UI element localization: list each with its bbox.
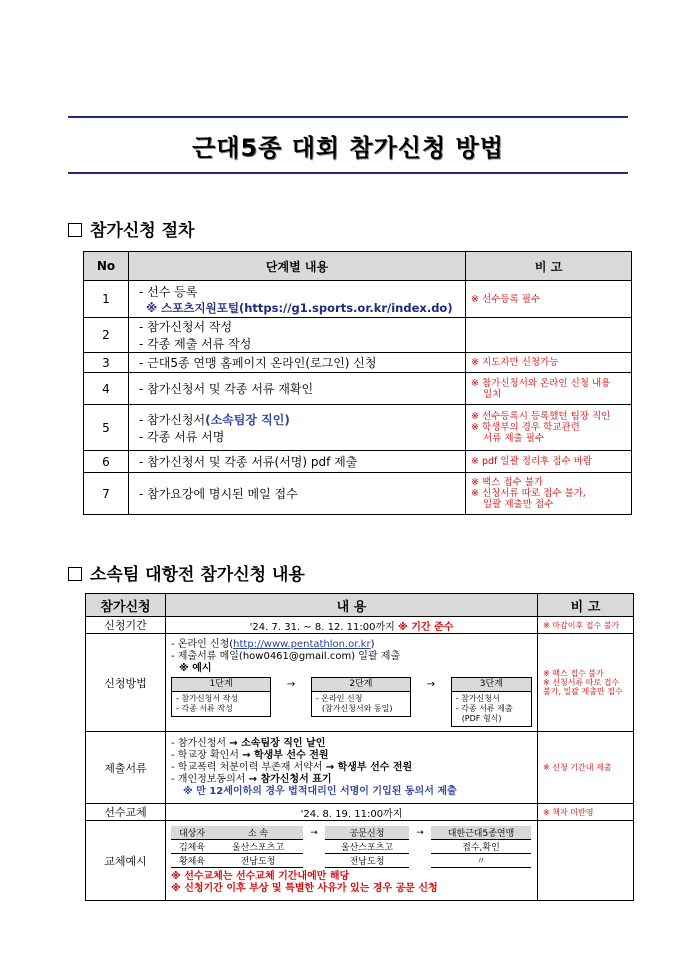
col-remark: 비 고 (466, 252, 632, 281)
row-number: 5 (84, 405, 129, 451)
guardian-note: ※ 만 12세이하의 경우 법적대리인 서명이 기입된 동의서 제출 (183, 785, 457, 797)
online-suffix: ) (370, 638, 375, 650)
row-number: 6 (84, 451, 129, 473)
step-line: - 참가신청서 (455, 693, 500, 703)
row-number: 1 (84, 281, 129, 318)
remark-line: 서류 제출 필수 (483, 433, 545, 444)
row-number: 4 (84, 373, 129, 405)
row-line: - 각종 제출 서류 작성 (139, 337, 252, 351)
online-line (171, 639, 532, 651)
remark-line: ※ 팩스 접수 불가 (471, 477, 544, 488)
checkbox-icon (68, 223, 82, 237)
col-application: 참가신청 (86, 594, 166, 617)
row-remark (466, 318, 632, 353)
swap-note: ※ 책자 미반영 (538, 804, 634, 821)
table-row (84, 281, 632, 318)
row-content (129, 318, 466, 353)
section1-heading-text: 참가신청 절차 (90, 221, 195, 241)
example-col: 대한근대5종연맹 (431, 826, 531, 840)
method-row (86, 634, 634, 732)
step-title: 3단계 (452, 678, 531, 692)
remark-line: 일괄 제출만 접수 (483, 499, 554, 510)
swap-label: 선수교체 (86, 804, 166, 821)
step-line: (PDF 형식) (461, 713, 502, 723)
row-line-text: - 참가신청서 (139, 412, 206, 427)
doc-requirement: → 소속팀장 직인 날인 (229, 737, 326, 749)
doc-item (171, 750, 532, 762)
row-line: - 선수 등록 (139, 284, 198, 299)
period-row (86, 617, 634, 634)
portal-link[interactable]: ※ 스포츠지원포털(https://g1.sports.or.kr/index.do) (146, 300, 453, 315)
col-no: No (84, 252, 129, 281)
row-number: 3 (84, 353, 129, 373)
arrow-icon: → (416, 827, 424, 838)
table-row (84, 451, 632, 473)
documents-row (86, 732, 634, 804)
team-seal-highlight: (소속팀장 직인) (205, 412, 290, 427)
row-remark (466, 473, 632, 515)
table-row (84, 373, 632, 405)
remark-line: ※ 신청서류 따로 접수 불가, (471, 488, 586, 499)
remark-line: ※ 참가신청서와 온라인 신청 내용 (471, 377, 611, 389)
step-title: 2단계 (312, 678, 410, 692)
example-cell: 울산스포츠고 (325, 840, 409, 854)
example-header (171, 826, 531, 840)
doc-name: - 학교장 확인서 (171, 749, 243, 761)
arrow-icon: → (310, 827, 318, 838)
row-content (129, 281, 466, 318)
col-content: 단계별 내용 (129, 252, 466, 281)
table-row (84, 353, 632, 373)
example-row (86, 821, 634, 901)
team-header-row (86, 594, 634, 617)
period-note: ※ 마감이후 접수 불가 (538, 617, 634, 634)
example-content (166, 821, 538, 901)
row-remark (466, 451, 632, 473)
swap-note-line: ※ 선수교체는 선수교체 기간내에만 해당 (171, 871, 350, 882)
doc-name: - 참가신청서 (171, 737, 230, 749)
remark-line: 불가, 일괄 제출만 접수 (543, 687, 623, 696)
remark-line: ※ 지도자만 신청가능 (471, 357, 559, 368)
doc-item (171, 738, 532, 750)
row-line: - 참가요강에 명시된 메일 접수 (139, 487, 298, 501)
remark-line: 일치 (483, 388, 502, 400)
table-row (84, 405, 632, 451)
doc-item (171, 774, 532, 786)
example-line: ※ 예시 (179, 662, 212, 674)
swap-text: '24. 8. 19. 11:00까지 (166, 804, 538, 821)
example-cell: 황체육 (171, 854, 213, 868)
team-application-table (85, 593, 634, 901)
step-line: (참가신청서와 동일) (321, 703, 393, 713)
remark-line: ※ 선수등록 필수 (471, 293, 541, 305)
method-content (166, 634, 538, 732)
row-line: - 참가신청서 작성 (139, 320, 233, 334)
step-body (172, 692, 270, 716)
period-highlight: ※ 기간 준수 (398, 621, 454, 633)
doc-name: - 학교폭력 처분이력 부존재 서약서 (171, 761, 326, 773)
doc-name: - 개인정보동의서 (171, 773, 249, 785)
doc-requirement: → 학생부 선수 전원 (242, 749, 329, 761)
doc-requirement: → 학생부 선수 전원 (325, 761, 413, 773)
period-label: 신청기간 (86, 617, 166, 634)
example-cell: 울산스포츠고 (213, 840, 303, 854)
example-cell: 〃 (431, 854, 531, 868)
documents-label: 제출서류 (86, 732, 166, 804)
section2-heading-text: 소속팀 대항전 참가신청 내용 (90, 565, 305, 585)
example-row-item (171, 840, 531, 854)
step-line: - 온라인 신청 (315, 693, 363, 703)
row-line: - 근대5종 연맹 홈페이지 온라인(로그인) 신청 (139, 356, 377, 370)
row-line: - 참가신청서 및 각종 서류(서명) pdf 제출 (139, 455, 358, 469)
title-rule (68, 172, 628, 174)
doc-item (171, 762, 532, 774)
section1-heading (68, 216, 194, 241)
example-cell (303, 854, 325, 868)
example-label: 교체예시 (86, 821, 166, 901)
row-number: 7 (84, 473, 129, 515)
row-remark (466, 281, 632, 318)
period-text: '24. 7. 31. ~ 8. 12. 11:00까지 (249, 621, 395, 633)
arrow-icon: → (426, 678, 436, 690)
remark-line: ※ 학생부의 경우 학교관련 (471, 422, 580, 433)
example-cell: 전남도청 (325, 854, 409, 868)
arrow-icon: → (286, 678, 296, 690)
method-label: 신청방법 (86, 634, 166, 732)
row-line (134, 411, 460, 428)
step-line: - 각종 서류 작성 (176, 703, 233, 713)
example-cell: 김체육 (171, 840, 213, 854)
row-remark (466, 405, 632, 451)
step-title: 1단계 (172, 678, 270, 692)
example-cell (409, 840, 431, 854)
col-remark: 비 고 (538, 594, 634, 617)
example-cell: 접수,확인 (431, 840, 531, 854)
row-content (129, 373, 466, 405)
step-body (452, 692, 531, 726)
step-line: - 참가신청서 작성 (176, 693, 239, 703)
online-prefix: - 온라인 신청( (171, 638, 234, 650)
doc-requirement: → 참가신청서 표기 (248, 773, 332, 785)
row-remark (466, 373, 632, 405)
remark-line: ※ 선수등록시 등록했던 팀장 직인 (471, 411, 611, 422)
page-title: 근대5종 대회 참가신청 방법 (192, 134, 504, 162)
remark-line: ※ pdf 일괄 정리후 접수 바람 (471, 456, 593, 467)
checkbox-icon (68, 567, 82, 581)
step-2 (311, 677, 411, 717)
top-rule (68, 116, 628, 118)
row-remark (466, 353, 632, 373)
procedure-table (83, 251, 632, 515)
row-content (129, 405, 466, 451)
example-cell: 전남도청 (213, 854, 303, 868)
email-line: - 제출서류 메일(how0461@gmail.com) 일괄 제출 (171, 650, 401, 662)
col-details: 내 용 (166, 594, 538, 617)
pentathlon-link[interactable]: http://www.pentathlon.or.kr (233, 638, 371, 650)
row-line: - 각종 서류 서명 (139, 429, 225, 444)
documents-note: ※ 신청 기간내 제출 (538, 732, 634, 804)
period-content (166, 617, 538, 634)
example-col: 소 속 (213, 826, 303, 840)
method-note (538, 634, 634, 732)
table-row (84, 318, 632, 353)
step-3 (451, 677, 532, 727)
remark-line: ※ 신청서류 따로 접수 (543, 678, 620, 687)
example-col: 대상자 (171, 826, 213, 840)
row-content (129, 451, 466, 473)
remark-line: ※ 팩스 접수 불가 (543, 669, 604, 678)
row-content (129, 353, 466, 373)
swap-example-table (171, 826, 531, 868)
example-remark (538, 821, 634, 901)
swap-note-line: ※ 신청기간 이후 부상 및 특별한 사유가 있는 경우 공문 신청 (171, 883, 438, 894)
example-cell (303, 840, 325, 854)
steps-row (171, 677, 532, 727)
table-row (84, 473, 632, 515)
step-1 (171, 677, 271, 717)
row-content (129, 473, 466, 515)
procedure-header-row (84, 252, 632, 281)
section2-heading (68, 560, 305, 585)
example-cell (409, 854, 431, 868)
example-row-item (171, 854, 531, 868)
step-body (312, 692, 410, 716)
swap-row (86, 804, 634, 821)
documents-content (166, 732, 538, 804)
row-number: 2 (84, 318, 129, 353)
row-line: - 참가신청서 및 각종 서류 재확인 (139, 382, 314, 396)
step-line: - 각종 서류 제출 (455, 703, 513, 713)
example-col: 공문신청 (325, 826, 409, 840)
